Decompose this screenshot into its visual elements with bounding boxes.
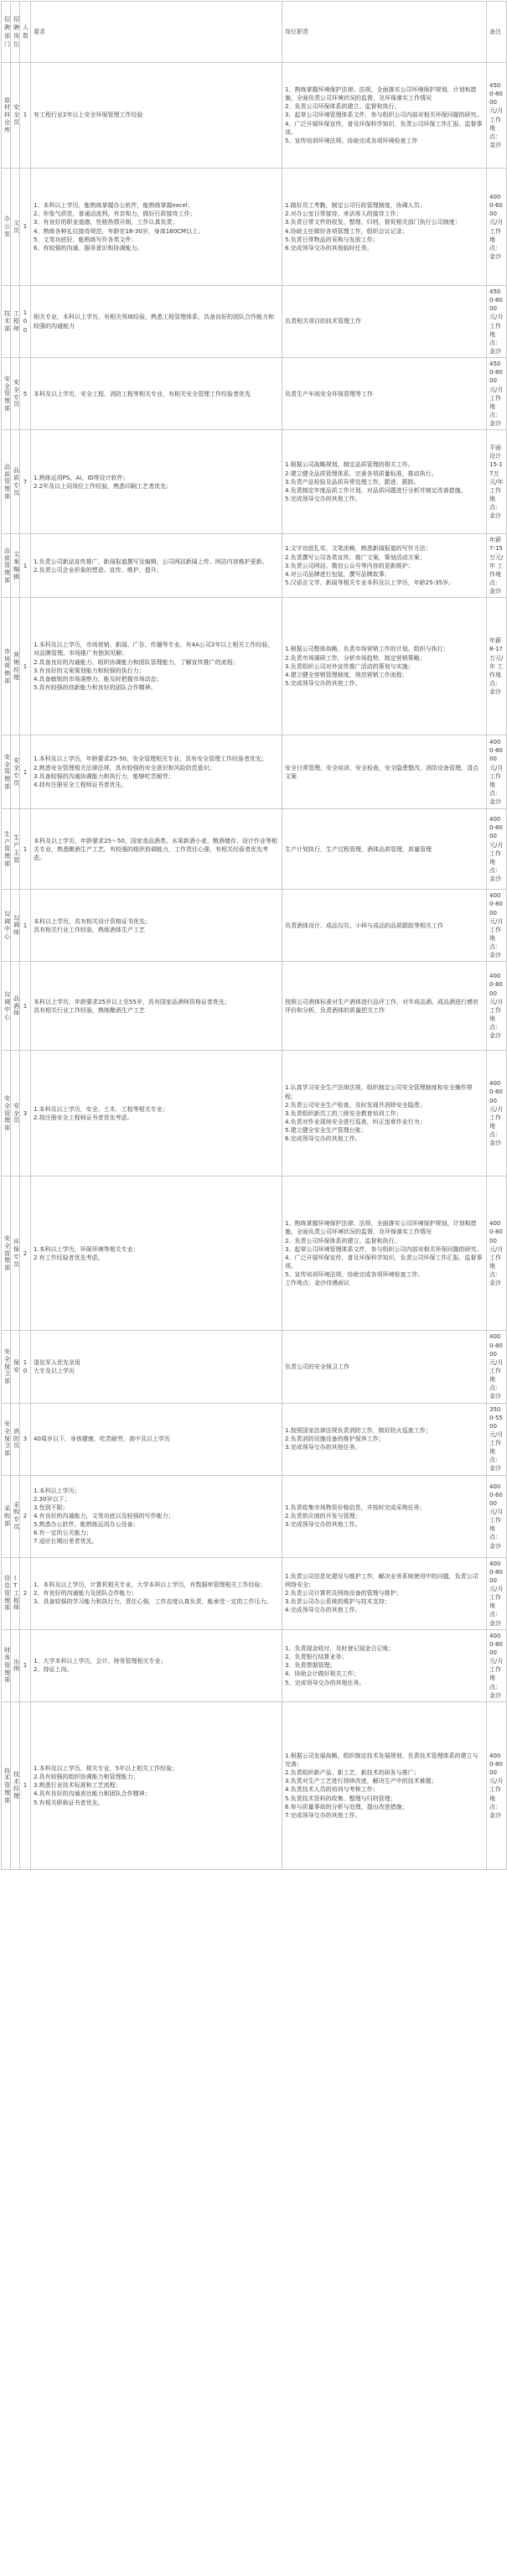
duty-line: 1.认真学习安全生产法律法规，组织制定公司安全管理制度和安全操作规程； (285, 1084, 473, 1100)
duties-cell (282, 534, 487, 598)
position-cell: 采购专员 (11, 1475, 20, 1557)
count-cell: 5 (20, 358, 31, 430)
duty-line: 2.负责公司计算机及网络设备的管理与维护； (285, 1590, 402, 1597)
requirement-line: 3.性别不限； (34, 1504, 69, 1511)
position-cell: 品质专员 (11, 430, 20, 534)
salary-cell: 4000-8000元/月 工作地点：金沙 (487, 1051, 507, 1176)
position-cell: 生产主管 (11, 809, 20, 890)
duty-line: 5、宣传培训环境法规、协助完成各项环境检查工作 (285, 137, 418, 144)
duty-line: 4.对公司品牌进行包装，撰写品牌故事； (285, 570, 391, 578)
table-row (2, 1701, 507, 1869)
duty-line: 1.根据公司发展战略，组织制定技术发展规划，负责技术管理体系的建立与完善； (285, 1752, 479, 1768)
duty-line: 3.负责对生产工艺进行持续改进，解决生产中的技术难题； (285, 1778, 437, 1785)
table-row (2, 1403, 507, 1475)
duties-cell (282, 890, 487, 962)
duty-line: 4.协助主任做好各项管理工作，组织会议记录； (285, 227, 408, 235)
requirement-line: 4、熟练各种礼仪接待规范，年龄在18-30岁，身高160CM以上； (34, 227, 204, 235)
duty-line: 2.负责市场调研工作，分析市场趋势，制定营销策略； (285, 654, 426, 662)
requirement-line: 本科及以上学历，安全工程、消防工程等相关专业，有相关安全管理工作经验者优先 (34, 390, 251, 397)
count-cell: 1 (20, 63, 31, 169)
requirement-line: 1、大学本科以上学历，会计、财务管理相关专业； (34, 1658, 167, 1665)
table-row (2, 1475, 507, 1557)
count-cell: 1 (20, 962, 31, 1051)
count-cell: 1 (20, 1629, 31, 1701)
requirement-line: 4.持有注册安全工程师证书者优先。 (34, 781, 127, 788)
salary-cell: 3500-5500元/月 工作地点：金沙 (487, 1403, 507, 1475)
duty-line: 6.完成领导交办的其他工作。 (285, 1135, 361, 1143)
salary-cell: 年薪7-15万元/年 工作地点：金沙 (487, 534, 507, 598)
duties-cell (282, 1557, 487, 1629)
table-row (2, 1331, 507, 1403)
count-cell: 2 (20, 1475, 31, 1557)
duties-cell (282, 169, 487, 286)
duty-line: 负责公司的安全保卫工作 (285, 1363, 349, 1370)
requirements-cell (31, 1629, 282, 1701)
duty-line: 按照公司酒体标准对生产酒体进行品评工作，对半成品酒、成品酒进行感官评价和分析，负责酒体的质量把关工作 (285, 998, 479, 1014)
table-row (2, 430, 507, 534)
dept-cell: 办公室 (2, 169, 11, 286)
dept-cell: 采购部 (2, 1475, 11, 1557)
duty-line: 2.负责公司安全生产检查，及时发现并消除安全隐患； (285, 1101, 426, 1109)
count-cell: 2 (20, 1176, 31, 1331)
dept-cell: 原材料仓库 (2, 63, 11, 169)
position-cell: 保安 (11, 1331, 20, 1403)
dept-cell: 安全管理部 (2, 358, 11, 430)
duty-line: 4、广泛开展环保宣传，普及环保科学知识，负责公司环保工作汇报、监督事项。 (285, 120, 483, 136)
salary-cell: 4000-8000元/月 工作地点：金沙 (487, 1701, 507, 1869)
duty-line: 3.完成领导交办的其他工作。 (285, 1521, 361, 1529)
requirements-cell (31, 286, 282, 358)
requirements-cell (31, 1557, 282, 1629)
requirement-line: 3.有良好的文案策划能力和较强的执行力； (34, 667, 145, 674)
header-duties: 岗位职责 (282, 2, 487, 63)
duty-line: 1.做好员工考勤，制定公司行政管理制度，协调人员； (285, 202, 426, 210)
duty-line: 2、负责银行结算业务； (285, 1654, 348, 1661)
requirement-line: 1.负责公司新品宣传推广，新闻报道撰写及编辑，公司网站新闻上传、网站内容维护更新。 (34, 558, 268, 565)
position-cell: 安全专员 (11, 358, 20, 430)
duty-line: 4、广泛开展环保宣传，普及环保科学知识，负责公司环保工作汇报、监督事项。 (285, 1254, 483, 1270)
dept-cell: 技术管理部 (2, 1701, 11, 1869)
requirement-line: 退伍军人优先录用 (34, 1358, 80, 1366)
requirement-line: 2、持证上岗。 (34, 1666, 73, 1674)
requirement-line: 1.本科及以上学历，安全、土木、工程等相关专业； (34, 1105, 168, 1113)
requirement-line: 5.有相关职称证书者优先。 (34, 1799, 104, 1806)
duty-line: 1.根据公司整体战略，负责市场营销工作的计划、组织与执行； (285, 646, 449, 653)
requirements-cell (31, 1331, 282, 1403)
duty-line: 负责酒体设计、成品勾兑、小样与成品的品质跟踪等相关工作 (285, 922, 443, 929)
duty-line: 3.完成领导交办的其他任务。 (285, 1444, 361, 1452)
count-cell: 1 (20, 598, 31, 735)
duty-line: 3.负责公司办公系统的维护与技术支持； (285, 1598, 391, 1606)
requirement-line: 4.具备敏锐的市场洞察力，能及时把握市场动态； (34, 675, 163, 683)
duty-line: 4.负责对作业现场安全进行巡查，纠正违章作业行为； (285, 1118, 426, 1125)
salary-cell: 平面设计15-17万元/年 工作地点：金沙 (487, 430, 507, 534)
duty-line: 5.汉语言文学、新闻等相关专业本科及以上学历，年龄25-35岁。 (285, 579, 455, 586)
duty-line: 2.建立健全品质管理体系，完善各项质量标准，推动执行。 (285, 470, 437, 477)
requirements-cell (31, 1176, 282, 1331)
requirements-cell (31, 890, 282, 962)
duty-line: 3.负责组织公司对外宣传推广活动的策划与实施； (285, 662, 414, 670)
duty-line: 2、负责公司环保体系的建立、监督和执行。 (285, 103, 401, 111)
duty-line: 1、熟练掌握环境保护法律、法规，全面落实公司环境保护规划，计划和措施，全面负责公司环境状况的监督，及环保落实工作情况 (285, 86, 477, 102)
requirement-line: 1.本科及以上学历，市场营销、新闻、广告、传播等专业，有4A公司2年以上相关工作经验，对品牌管理、市场推广有独到见解； (34, 641, 274, 657)
salary-cell: 4000-8000元/月 工作地点：金沙 (487, 1331, 507, 1403)
table-row (2, 735, 507, 809)
duty-line: 4.负责制定年度品质工作计划，对品质问题进行分析并制定改善措施。 (285, 486, 467, 494)
duties-cell (282, 1475, 487, 1557)
table-row (2, 1176, 507, 1331)
duty-line: 5.建立健全安全生产管理台账； (285, 1127, 367, 1135)
duty-line: 负责相关项目的技术管理工作 (285, 318, 361, 325)
salary-cell: 4000-6000元/月 工作地点：金沙 (487, 1475, 507, 1557)
duties-cell (282, 1331, 487, 1403)
duty-line: 2.负责消防设施设备的维护保养工作； (285, 1435, 385, 1442)
duty-line: 1.负责公司信息化建设与维护工作，解决业务系统使用中的问题，负责公司网络安全； (285, 1572, 479, 1588)
requirement-line: 具有相关行业工作经验，熟练酒体生产工艺 (34, 926, 145, 933)
duties-cell (282, 1701, 487, 1869)
position-cell: 技术经理 (11, 1701, 20, 1869)
requirement-line: 1.本科及以上学历，年龄要求25-50，安全管理相关专业，具有安全管理工作经验者优先； (34, 756, 268, 763)
duty-line: 1.根据公司战略规划，制定品质管理的相关工作。 (285, 461, 414, 469)
dept-cell: 技术部 (2, 286, 11, 358)
duty-line: 7.完成领导交办的其他工作。 (285, 1811, 361, 1819)
requirement-line: 1.熟练运用PS、AI、ID等设计软件； (34, 474, 129, 481)
table-row (2, 1557, 507, 1629)
dept-cell: 安全管理部 (2, 1176, 11, 1331)
duty-line: 6.参与质量事故的分析与处理，提出改进措施； (285, 1803, 408, 1810)
dept-cell: 安全保卫部 (2, 1331, 11, 1403)
duty-line: 3、负责票据管理； (285, 1662, 336, 1670)
requirements-cell (31, 1475, 282, 1557)
count-cell: 1 (20, 809, 31, 890)
requirement-line: 1、本科及以上学历，计算机相关专业，大学本科以上学历，有数据库管理相关工作经验； (34, 1581, 266, 1588)
duty-line: 3、起草公司环境管理体系文件，参与组织公司内部对相关环保问题的研究。 (285, 112, 483, 119)
count-cell: 1 (20, 534, 31, 598)
requirements-cell (31, 1701, 282, 1869)
duty-line: 2.负责组织新产品、新工艺、新技术的研发与推广； (285, 1769, 420, 1777)
requirements-cell (31, 1403, 282, 1475)
header-remarks: 备注 (487, 2, 507, 63)
salary-cell: 4000-8000元/月 工作地点：金沙 (487, 962, 507, 1051)
dept-cell: 勾调中心 (2, 962, 11, 1051)
duties-cell (282, 735, 487, 809)
count-cell: 1 (20, 1701, 31, 1869)
position-cell: 营销经理 (11, 598, 20, 735)
salary-cell: 4500-8000元/月 工作地点：金沙 (487, 358, 507, 430)
requirements-cell (31, 358, 282, 430)
requirement-line: 本科以上学历，具有相关设计资格证书优先； (34, 917, 151, 925)
requirements-cell (31, 735, 282, 809)
duty-line: 生产计划执行，生产过程管理，酒体品质管理，质量管理 (285, 845, 432, 853)
requirement-line: 7.适应长期出差者优先。 (34, 1538, 98, 1545)
requirement-line: 3、有良好的职业道德，性格热情开朗，工作认真负责； (34, 219, 178, 226)
duty-line: 5、宣传培训环境法规、协助完成各项环境检查工作。 (285, 1271, 424, 1279)
count-cell: 1 (20, 735, 31, 809)
duty-line: 负责生产车间安全环保管理等工作 (285, 390, 373, 397)
duty-line: 1.按照国家法律法规负责消防工作，做好防火巡查工作； (285, 1426, 432, 1434)
dept-cell: 财务管理部 (2, 1629, 11, 1701)
duty-line: 4.负责技术人员的培训与考核工作； (285, 1786, 379, 1794)
duty-line: 3.负责产品检验及品质异常处理工作，跟进、跟踪。 (285, 478, 420, 486)
requirements-cell (31, 430, 282, 534)
count-cell: 2 (20, 1557, 31, 1629)
requirement-line: 6、有较强的沟通、服务意识和协调能力。 (34, 244, 143, 252)
salary-cell: 4000-8000元/月 工作地点：金沙 (487, 809, 507, 890)
position-cell: 安全员 (11, 63, 20, 169)
duty-line: 2、负责公司环保体系的建立、监督和执行。 (285, 1237, 401, 1244)
duty-line: 6.完成领导交办的其他临时任务。 (285, 244, 373, 252)
duties-cell (282, 1403, 487, 1475)
duties-cell (282, 809, 487, 890)
salary-cell: 4000-8000元/月 工作地点：金沙 (487, 1557, 507, 1629)
requirement-line: 1.本科以上学历，环保环境等相关专业； (34, 1245, 139, 1253)
dept-cell: 安全管理部 (2, 1051, 11, 1176)
salary-cell: 4500-8000元/月 工作地点：金沙 (487, 63, 507, 169)
duties-cell (282, 430, 487, 534)
requirement-line: 2.具备良好的沟通能力、组织协调能力和团队管理能力，了解宣传推广的流程； (34, 658, 239, 666)
duty-line: 1.负责收集市场物资价格信息，并按时完成采购任务； (285, 1504, 426, 1511)
table-row (2, 358, 507, 430)
header-requirements: 要求 (31, 2, 282, 63)
count-cell: 1 (20, 169, 31, 286)
duty-line: 安全日常管理，安全培训，安全检查，安全隐患整改，消防设备管理，清点文案 (285, 764, 479, 780)
duty-line: 1.文字功底扎实，文笔流畅，熟悉新闻报道的写作方法； (285, 545, 432, 553)
requirement-line: 大专及以上学历 (34, 1367, 75, 1374)
header-position: 招聘岗位 (11, 2, 20, 63)
table-row (2, 890, 507, 962)
dept-cell: 品质管理部 (2, 430, 11, 534)
requirement-line: 本科以上学历，年龄要求25岁以上至55岁，具有国家品酒师资格证者优先； (34, 998, 230, 1005)
dept-cell: 安全管理部 (2, 735, 11, 809)
count-cell: 7 (20, 430, 31, 534)
position-cell: 品酒师 (11, 962, 20, 1051)
table-row (2, 598, 507, 735)
duty-line: 2.对办公室日常接待、来访客人的接待工作； (285, 210, 402, 218)
duty-line: 5.完成领导交办的其他工作。 (285, 679, 361, 687)
requirement-line: 1.本科及以上学历，相关专业，5年以上相关工作经验； (34, 1765, 178, 1773)
requirement-line: 2.具有较强的组织协调能力和管理能力； (34, 1774, 139, 1781)
position-cell: 消防员 (11, 1403, 20, 1475)
position-cell: 工程师 (11, 286, 20, 358)
count-cell: 3 (20, 1051, 31, 1176)
salary-cell: 年薪8-17万元/年 工作地点：金沙 (487, 598, 507, 735)
count-cell: 3 (20, 1403, 31, 1475)
salary-cell: 4000-8000元/月 工作地点：金沙 (487, 890, 507, 962)
duty-line: 工作地点：金沙待遇面议 (285, 1280, 349, 1287)
duties-cell (282, 598, 487, 735)
requirement-line: 2.持注册安全工程师证书者优先考虑。 (34, 1114, 133, 1121)
position-cell: 环保专员 (11, 1176, 20, 1331)
duty-line: 3.负责组织新员工的三级安全教育培训工作； (285, 1109, 402, 1117)
requirement-line: 3.熟悉行业技术标准和工艺流程； (34, 1782, 122, 1789)
position-cell: 安全专员 (11, 735, 20, 809)
duty-line: 1、熟练掌握环境保护法律、法规，全面落实公司环境保护规划，计划和措施，全面负责公司环境状况的监督，及环保落实工作情况 (285, 1220, 477, 1236)
requirements-cell (31, 809, 282, 890)
requirement-line: 5、文笔功底好，能熟练写作各类文件； (34, 236, 137, 243)
duty-line: 4.完成领导交办的其他工作。 (285, 1607, 361, 1614)
duty-line: 3、起草公司环境管理体系文件，参与组织公司内部对相关环保问题的研究。 (285, 1245, 483, 1253)
duty-line: 5.完成领导交办的其他工作。 (285, 495, 361, 502)
duties-cell (282, 1051, 487, 1176)
requirement-line: 2.2年及以上同岗位工作经验，熟悉印刷工艺者优先； (34, 482, 173, 490)
header-count: 人数 (20, 2, 31, 63)
requirement-line: 2.30岁以下； (34, 1495, 70, 1503)
salary-cell: 4000-8000元/月 工作地点：金沙 (487, 735, 507, 809)
duty-line: 5.负责技术资料的收集、整理与归档管理； (285, 1794, 396, 1802)
position-cell: 勾调师 (11, 890, 20, 962)
salary-cell: 4000-8000元/月 工作地点：金沙 (487, 1629, 507, 1701)
requirements-cell (31, 598, 282, 735)
duty-line: 3.负责日常文件的收发、整理、归档，督促相关部门执行公司制度； (285, 219, 461, 226)
dept-cell: 安全保卫部 (2, 1403, 11, 1475)
count-cell: 100 (20, 286, 31, 358)
salary-cell: 4500-8000元/月 工作地点：金沙 (487, 286, 507, 358)
requirement-line: 4.具有良好的沟通表达能力和团队合作精神； (34, 1790, 151, 1798)
requirement-line: 2.负责公司企业形象的塑造、宣传、维护、提升。 (34, 566, 163, 574)
requirement-line: 1.本科以上学历； (34, 1487, 80, 1494)
requirements-cell (31, 63, 282, 169)
requirement-line: 具有相关行业工作经验，熟练酿酒生产工艺 (34, 1006, 145, 1014)
requirement-line: 2、形象气质佳，普通话流利，有亲和力，做好行政接待工作； (34, 210, 196, 218)
duty-line: 5、完成领导交办的其他任务。 (285, 1679, 365, 1686)
requirement-line: 2.熟悉安全管理相关法律法规，具有较强的安全意识和风险防范意识； (34, 764, 215, 771)
table-row (2, 63, 507, 169)
requirement-line: 2、有良好的沟通能力及团队合作能力； (34, 1590, 137, 1597)
requirement-line: 5.熟悉办公软件，能熟练运用办公设备； (34, 1521, 139, 1529)
table-row (2, 169, 507, 286)
dept-cell: 市场营销部 (2, 598, 11, 735)
table-row (2, 1051, 507, 1176)
table-row (2, 809, 507, 890)
duty-line: 5.负责日常物品的采购与发放工作； (285, 236, 379, 243)
duty-line: 4、协助会计做好相关工作； (285, 1670, 360, 1678)
count-cell: 10 (20, 1331, 31, 1403)
requirements-cell (31, 534, 282, 598)
requirement-line: 1、本科以上学历，能熟练掌握办公软件，能熟练掌握excel； (34, 202, 194, 210)
requirement-line: 2.有工作经验者优先考虑。 (34, 1254, 104, 1261)
requirement-line: 3.具备较强的沟通协调能力和执行力，能够吃苦耐劳； (34, 772, 174, 780)
duties-cell (282, 63, 487, 169)
duty-line: 2.负责撰写公司各类宣传、推广文案，策划活动方案； (285, 553, 426, 561)
requirements-cell (31, 1051, 282, 1176)
duties-cell (282, 1176, 487, 1331)
duty-line: 1、负责现金收付，及时登记现金日记账； (285, 1644, 395, 1652)
table-header-row (2, 2, 507, 63)
duty-line: 4.建立健全营销管理制度，规范营销工作流程； (285, 671, 408, 678)
position-cell: 文案编辑 (11, 534, 20, 598)
position-cell: 文员 (11, 169, 20, 286)
duties-cell (282, 1629, 487, 1701)
table-row (2, 1629, 507, 1701)
count-cell: 1 (20, 890, 31, 962)
dept-cell: 生产管理部 (2, 809, 11, 890)
requirements-cell (31, 169, 282, 286)
requirement-line: 6.有一定的公关能力； (34, 1530, 92, 1537)
table-row (2, 962, 507, 1051)
position-cell: 安全员 (11, 1051, 20, 1176)
requirement-line: 40周岁以下，身体健康，吃苦耐劳，高中及以上学历 (34, 1435, 170, 1442)
requirement-line: 4.有良好的沟通能力，文笔功底以及较强的写作能力； (34, 1513, 174, 1520)
table-row (2, 534, 507, 598)
duty-line: 2.负责供应商的开发与管理； (285, 1513, 361, 1520)
duties-cell (282, 358, 487, 430)
duty-line: 3.负责公司网站、微信公众号等内容的更新维护； (285, 562, 414, 569)
header-dept: 招聘部门 (2, 2, 11, 63)
dept-cell: 品质管理部 (2, 534, 11, 598)
duties-cell (282, 286, 487, 358)
requirement-line: 5.具有较强的创新能力和良好的团队合作精神。 (34, 684, 157, 692)
recruitment-table (1, 1, 507, 1870)
requirement-line: 3、具备较强的学习能力和执行力，责任心强，工作态度认真负责，能承受一定的工作压力。 (34, 1598, 272, 1606)
salary-cell: 4000-8000元/月 工作地点：金沙 (487, 1176, 507, 1331)
requirement-line: 本科及以上学历，年龄要求25～50，国家食品酒类、水果新酒小麦、粮酒储存、设计作业等相关专业，熟悉酿酒生产工艺，有较强的组织协调能力，工作责任心强，有相关经验者优先考虑。 (34, 837, 277, 861)
dept-cell: 信息管理部 (2, 1557, 11, 1629)
table-row (2, 286, 507, 358)
salary-cell: 4000-6000元/月 工作地点：金沙 (487, 169, 507, 286)
requirement-line: 相关专业，本科以上学历，有相关领域经验，熟悉工程管理体系，具备良好的团队合作能力和较强的沟通能力 (34, 314, 274, 330)
position-cell: IT工程师 (11, 1557, 20, 1629)
position-cell: 出纳 (11, 1629, 20, 1701)
dept-cell: 勾调中心 (2, 890, 11, 962)
requirements-cell (31, 962, 282, 1051)
duties-cell (282, 962, 487, 1051)
requirement-line: 有工程行业2年以上安全环保管理工作经验 (34, 112, 143, 119)
